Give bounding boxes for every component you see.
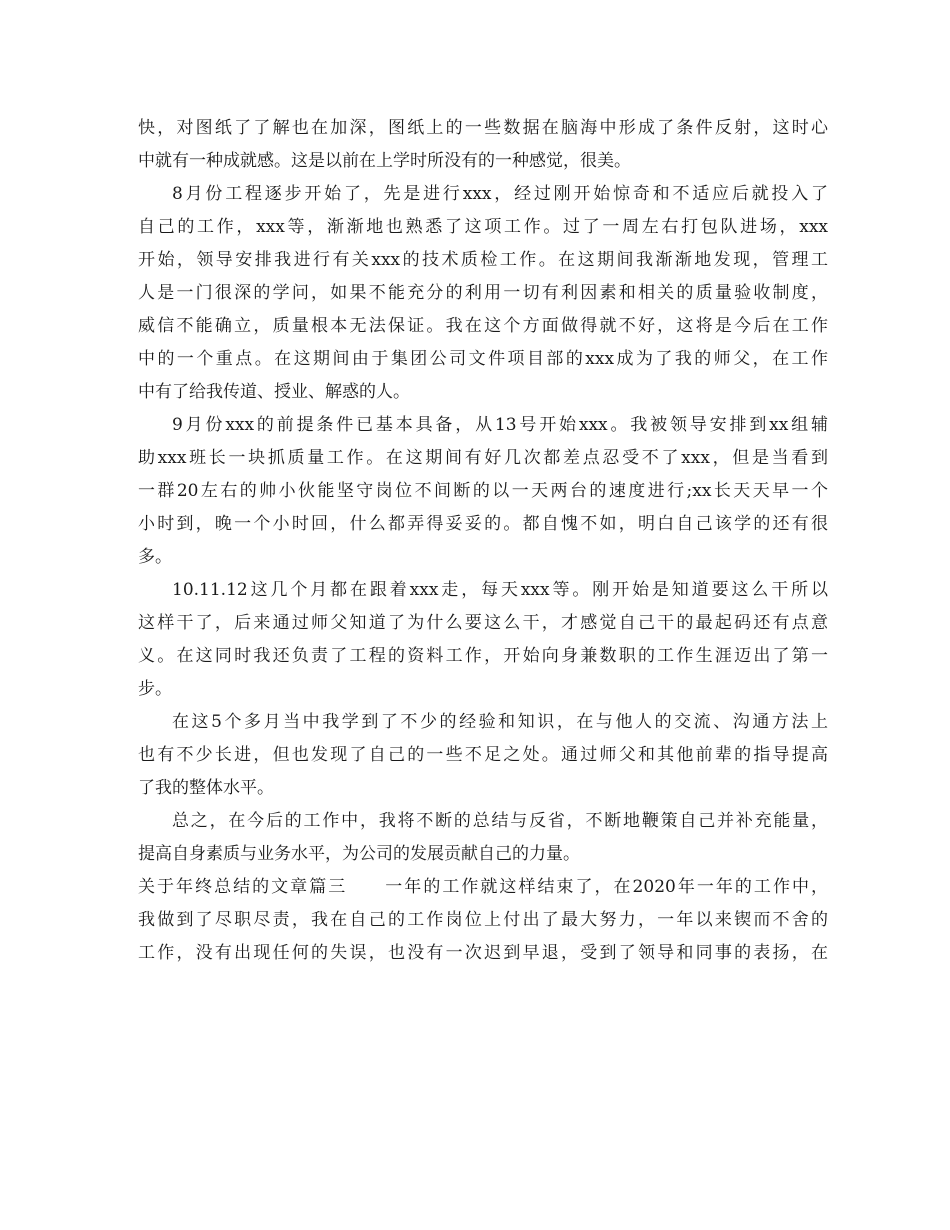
text-line: 10.11.12这几个月都在跟着xxx走，每天xxx等。刚开始是知道要这么干所以 [172, 580, 828, 600]
text-line: 9月份xxx的前提条件已基本具备，从13号开始xxx。我被领导安排到xx组辅 [172, 415, 828, 435]
text-line: 开始，领导安排我进行有关xxx的技术质检工作。在这期间我渐渐地发现，管理工 [138, 250, 828, 270]
text-line: 人是一门很深的学问，如果不能充分的利用一切有利因素和相关的质量验收制度， [138, 283, 828, 303]
text-line: 8月份工程逐步开始了，先是进行xxx，经过刚开始惊奇和不适应后就投入了 [172, 184, 828, 204]
text-line: 中就有一种成就感。这是以前在上学时所没有的一种感觉，很美。 [138, 151, 631, 171]
text-line: 工作，没有出现任何的失误，也没有一次迟到早退，受到了领导和同事的表扬，在 [138, 943, 828, 963]
text-line: 助xxx班长一块抓质量工作。在这期间有好几次都差点忍受不了xxx，但是当看到 [138, 448, 828, 468]
text-line: 义。在这同时我还负责了工程的资料工作，开始向身兼数职的工作生涯迈出了第一 [138, 646, 828, 666]
text-line: 威信不能确立，质量根本无法保证。我在这个方面做得就不好，这将是今后在工作 [138, 316, 828, 336]
text-line: 关于年终总结的文章篇三 一年的工作就这样结束了，在2020年一年的工作中， [138, 877, 828, 897]
text-line: 步。 [138, 679, 172, 699]
document-body [138, 112, 828, 970]
text-line: 中的一个重点。在这期间由于集团公司文件项目部的xxx成为了我的师父，在工作 [138, 349, 828, 369]
text-line: 一群20左右的帅小伙能坚守岗位不间断的以一天两台的速度进行;xx长天天早一个 [138, 481, 828, 501]
text-line: 提高自身素质与业务水平，为公司的发展贡献自己的力量。 [138, 844, 580, 864]
text-line: 快，对图纸了了解也在加深，图纸上的一些数据在脑海中形成了条件反射，这时心 [138, 118, 828, 138]
text-line: 这样干了，后来通过师父知道了为什么要这么干，才感觉自己干的最起码还有点意 [138, 613, 828, 633]
text-line: 我做到了尽职尽责，我在自己的工作岗位上付出了最大努力，一年以来锲而不舍的 [138, 910, 828, 930]
text-line: 总之，在今后的工作中，我将不断的总结与反省，不断地鞭策自己并补充能量， [172, 811, 828, 831]
text-line: 多。 [138, 547, 172, 567]
text-line: 中有了给我传道、授业、解惑的人。 [138, 382, 410, 402]
text-line: 了我的整体水平。 [138, 778, 274, 798]
text-line: 在这5个多月当中我学到了不少的经验和知识，在与他人的交流、沟通方法上 [172, 712, 828, 732]
text-line: 小时到，晚一个小时回，什么都弄得妥妥的。都自愧不如，明白自己该学的还有很 [138, 514, 828, 534]
text-line: 也有不少长进，但也发现了自己的一些不足之处。通过师父和其他前辈的指导提高 [138, 745, 828, 765]
text-line: 自己的工作，xxx等，渐渐地也熟悉了这项工作。过了一周左右打包队进场，xxx [138, 217, 828, 237]
